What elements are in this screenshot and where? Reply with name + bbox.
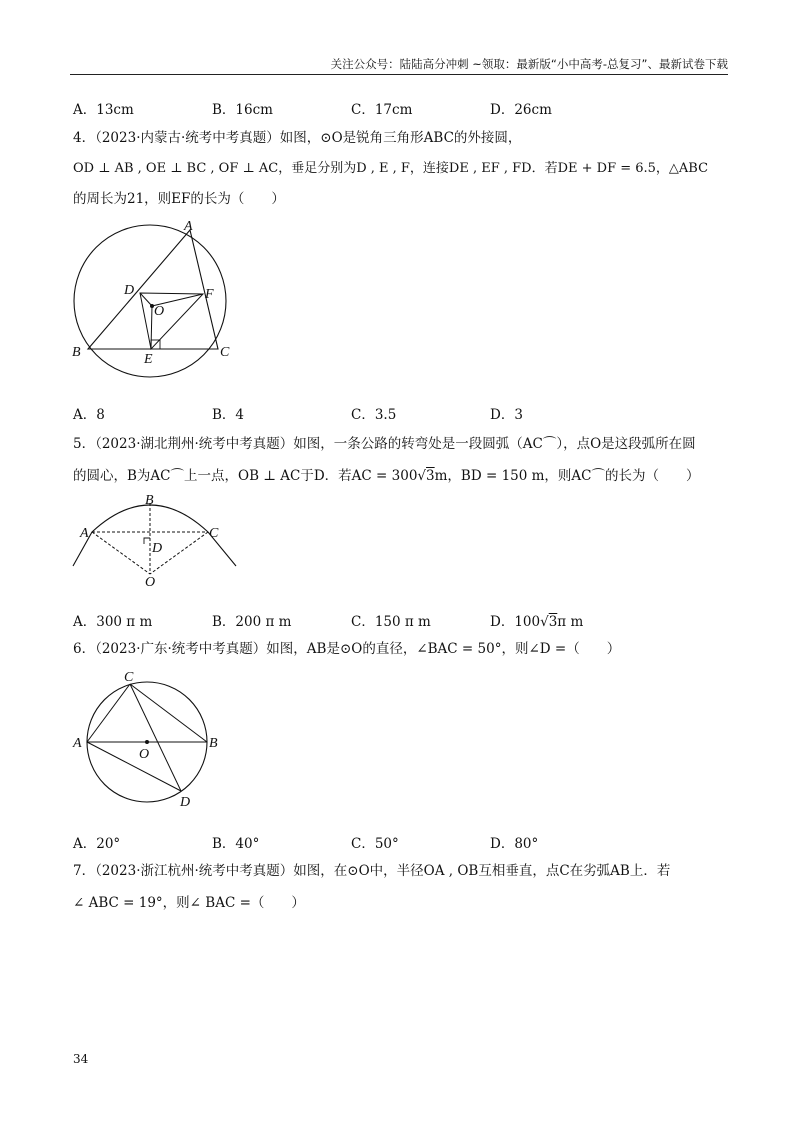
q4-triangle-abc — [88, 230, 218, 349]
q5-stem-line-1: 5．（2023·湖北荆州·统考中考真题）如图，一条公路的转弯处是一段圆弧（AC⌒），点O是这段弧所在圆 — [73, 436, 696, 452]
q6-label-c: C — [124, 670, 134, 685]
q3-option-d: D．26cm — [490, 102, 552, 118]
q6-label-d: D — [180, 795, 191, 810]
q5-option-c: C．150 π m — [351, 614, 431, 630]
q5-option-a: A．300 π m — [73, 614, 153, 630]
q5-stem-root: 3 — [426, 468, 435, 484]
q4-option-d: D．3 — [490, 407, 523, 423]
q6-figure — [68, 664, 228, 814]
q4-label-e: E — [144, 352, 153, 367]
q5-label-b: B — [145, 493, 154, 508]
q5-stem-line-2-part-2: m，BD = 150 m，则AC⌒的长为（ ） — [434, 468, 700, 484]
q7-stem-line-2: ∠ ABC = 19°，则∠ BAC =（ ） — [73, 895, 305, 911]
q3-option-b: B．16cm — [212, 102, 273, 118]
q4-stem-line-2: OD ⊥ AB , OE ⊥ BC , OF ⊥ AC，垂足分别为D , E , F，连接DE , EF , FD．若DE + DF = 6.5，△ABC — [73, 161, 709, 176]
q4-stem-line-1: 4．（2023·内蒙古·统考中考真题）如图，⊙O是锐角三角形ABC的外接圆， — [73, 130, 522, 146]
q5-stem-line-2-part-1: 的圆心，B为AC⌒上一点，OB ⊥ AC于D．若AC = 300 — [73, 468, 418, 484]
page-header: 关注公众号：陆陆高分冲刺 ~领取：最新版“小中高考-总复习”、最新试卷下载 — [70, 56, 728, 75]
q4-label-a: A — [184, 219, 193, 234]
q6-option-d: D．80° — [490, 836, 539, 852]
q5-option-d: D．100√3π m — [490, 614, 584, 630]
q5-label-d: D — [152, 541, 163, 556]
q4-option-a: A．8 — [73, 407, 105, 423]
q4-label-o: O — [154, 304, 165, 319]
q3-option-c: C．17cm — [351, 102, 413, 118]
q5-label-o: O — [145, 575, 156, 590]
q6-stem-line-1: 6．（2023·广东·统考中考真题）如图，AB是⊙O的直径，∠BAC = 50°，则∠D =（ ） — [73, 641, 621, 657]
q5-label-a: A — [80, 526, 89, 541]
q4-option-c: C．3.5 — [351, 407, 397, 423]
q4-label-f: F — [205, 287, 214, 302]
q4-label-c: C — [220, 345, 230, 360]
q6-option-b: B．40° — [212, 836, 260, 852]
q5-label-c: C — [209, 526, 219, 541]
q6-label-b: B — [209, 736, 218, 751]
q6-option-c: C．50° — [351, 836, 399, 852]
q7-stem-line-1: 7．（2023·浙江杭州·统考中考真题）如图，在⊙O中，半径OA , OB互相垂直，点C在劣弧AB上．若 — [73, 863, 671, 879]
q4-label-b: B — [72, 345, 81, 360]
q6-option-a: A．20° — [73, 836, 121, 852]
q6-center-dot — [145, 740, 149, 744]
q5-option-b: B．200 π m — [212, 614, 292, 630]
q5-figure — [68, 490, 253, 590]
q4-label-d: D — [124, 283, 135, 298]
q5-stem-line-2: 的圆心，B为AC⌒上一点，OB ⊥ AC于D．若AC = 300√3m，BD = 150 m，则AC⌒的长为（ ） — [73, 468, 700, 484]
q4-stem-line-3: 的周长为21，则EF的长为（ ） — [73, 191, 285, 207]
q4-option-b: B．4 — [212, 407, 245, 423]
q6-label-o: O — [139, 747, 150, 762]
q6-label-a: A — [73, 736, 82, 751]
q3-option-a: A．13cm — [73, 102, 134, 118]
page-number: 34 — [73, 1052, 89, 1066]
q4-figure — [68, 218, 243, 393]
